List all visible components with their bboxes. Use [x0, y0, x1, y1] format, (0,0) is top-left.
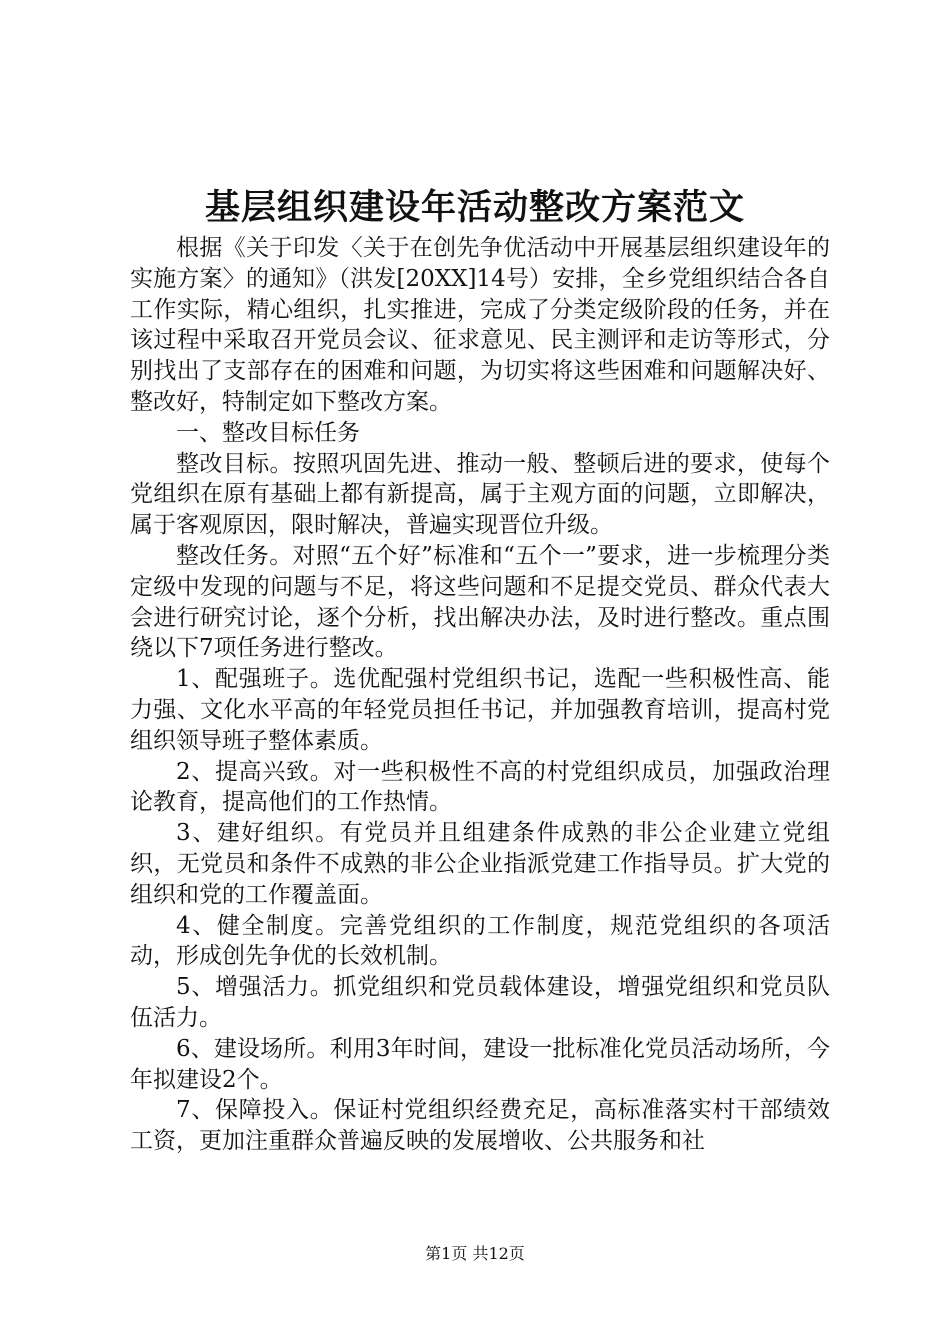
paragraph-goal: 整改目标。按照巩固先进、推动一般、整顿后进的要求，使每个党组织在原有基础上都有新提高，属于主观方面的问题，立即解决，属于客观原因，限时解决，普遍实现晋位升级。 — [130, 450, 830, 539]
paragraph-tasks: 整改任务。对照“五个好”标准和“五个一”要求，进一步梳理分类定级中发现的问题与不足，将这些问题和不足提交党员、群众代表大会进行研究讨论，逐个分析，找出解决办法，及时进行整改。重点围绕以下7项任务进行整改。 — [130, 542, 830, 662]
paragraph-intro: 根据《关于印发〈关于在创先争优活动中开展基层组织建设年的实施方案〉的通知》（洪发[20XX]14号）安排，全乡党组织结合各自工作实际，精心组织，扎实推进，完成了分类定级阶段的任务，并在该过程中采取召开党员会议、征求意见、民主测评和走访等形式，分别找出了支部存在的困难和问题，为切实将这些困难和问题解决好、整改好，特制定如下整改方案。 — [130, 235, 830, 415]
list-item-7: 7、保障投入。保证村党组织经费充足，高标准落实村干部绩效工资，更加注重群众普遍反映的发展增收、公共服务和社 — [130, 1097, 830, 1155]
page-footer: 第1页 共12页 — [425, 1244, 525, 1263]
list-item-4: 4、健全制度。完善党组织的工作制度，规范党组织的各项活动，形成创先争优的长效机制。 — [130, 912, 830, 970]
list-item-6: 6、建设场所。利用3年时间，建设一批标准化党员活动场所，今年拟建设2个。 — [130, 1035, 830, 1093]
document-body — [130, 233, 830, 1157]
list-item-2: 2、提高兴致。对一些积极性不高的村党组织成员，加强政治理论教育，提高他们的工作热情。 — [130, 758, 830, 816]
section-heading-1: 一、整改目标任务 — [176, 419, 360, 446]
list-item-5: 5、增强活力。抓党组织和党员载体建设，增强党组织和党员队伍活力。 — [130, 974, 830, 1031]
list-item-1: 1、配强班子。选优配强村党组织书记，选配一些积极性高、能力强、文化水平高的年轻党员担任书记，并加强教育培训，提高村党组织领导班子整体素质。 — [130, 666, 830, 754]
list-item-3: 3、建好组织。有党员并且组建条件成熟的非公企业建立党组织，无党员和条件不成熟的非公企业指派党建工作指导员。扩大党的组织和党的工作覆盖面。 — [130, 820, 830, 908]
document-title: 基层组织建设年活动整改方案范文 — [204, 187, 745, 228]
